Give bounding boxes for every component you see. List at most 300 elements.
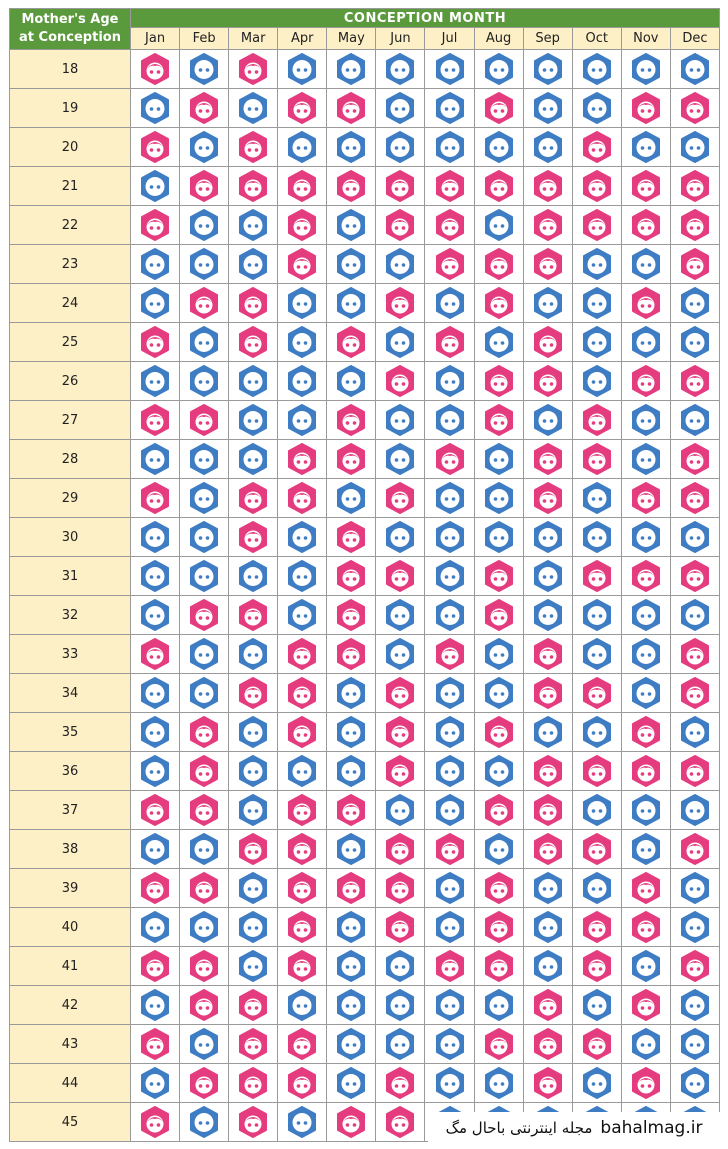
boy-face-icon xyxy=(434,287,466,319)
age-header-line2: at Conception xyxy=(19,30,121,45)
prediction-cell-aug xyxy=(474,1064,523,1103)
prediction-cell-mar xyxy=(229,1025,278,1064)
boy-face-icon xyxy=(532,716,564,748)
prediction-cell-jan xyxy=(131,89,180,128)
prediction-cell-dec xyxy=(670,479,719,518)
prediction-cell-feb xyxy=(180,1064,229,1103)
boy-face-icon xyxy=(237,716,269,748)
girl-face-icon xyxy=(335,1106,367,1138)
girl-face-icon xyxy=(483,560,515,592)
girl-face-icon xyxy=(335,326,367,358)
prediction-cell-nov xyxy=(621,89,670,128)
boy-face-icon xyxy=(335,482,367,514)
girl-face-icon xyxy=(483,872,515,904)
girl-face-icon xyxy=(434,950,466,982)
girl-face-icon xyxy=(581,404,613,436)
boy-face-icon xyxy=(139,1067,171,1099)
prediction-cell-sep xyxy=(523,167,572,206)
prediction-cell-mar xyxy=(229,557,278,596)
prediction-cell-may xyxy=(327,440,376,479)
prediction-cell-dec xyxy=(670,947,719,986)
prediction-cell-oct xyxy=(572,986,621,1025)
table-row xyxy=(10,401,720,440)
girl-face-icon xyxy=(237,1028,269,1060)
prediction-cell-jun xyxy=(376,479,425,518)
boy-face-icon xyxy=(581,1067,613,1099)
prediction-cell-mar xyxy=(229,830,278,869)
boy-face-icon xyxy=(630,521,662,553)
prediction-cell-feb xyxy=(180,674,229,713)
boy-face-icon xyxy=(679,326,711,358)
prediction-cell-may xyxy=(327,908,376,947)
prediction-cell-apr xyxy=(278,830,327,869)
girl-face-icon xyxy=(532,365,564,397)
boy-face-icon xyxy=(679,53,711,85)
prediction-cell-jun xyxy=(376,830,425,869)
girl-face-icon xyxy=(286,1028,318,1060)
prediction-cell-oct xyxy=(572,596,621,635)
boy-face-icon xyxy=(679,911,711,943)
girl-face-icon xyxy=(286,716,318,748)
prediction-cell-mar xyxy=(229,908,278,947)
boy-face-icon xyxy=(188,911,220,943)
girl-face-icon xyxy=(384,755,416,787)
prediction-cell-sep xyxy=(523,518,572,557)
prediction-cell-may xyxy=(327,947,376,986)
girl-face-icon xyxy=(286,794,318,826)
prediction-cell-mar xyxy=(229,284,278,323)
prediction-cell-jul xyxy=(425,518,474,557)
boy-face-icon xyxy=(286,287,318,319)
prediction-cell-jun xyxy=(376,1025,425,1064)
boy-face-icon xyxy=(679,716,711,748)
girl-face-icon xyxy=(286,248,318,280)
boy-face-icon xyxy=(237,794,269,826)
boy-face-icon xyxy=(581,92,613,124)
month-header-mar: Mar xyxy=(229,28,278,50)
boy-face-icon xyxy=(286,365,318,397)
girl-face-icon xyxy=(384,560,416,592)
age-header-line1: Mother's Age xyxy=(21,12,119,27)
girl-face-icon xyxy=(139,794,171,826)
prediction-cell-apr xyxy=(278,1025,327,1064)
prediction-cell-jul xyxy=(425,791,474,830)
prediction-cell-dec xyxy=(670,206,719,245)
prediction-cell-aug xyxy=(474,50,523,89)
prediction-cell-feb xyxy=(180,401,229,440)
prediction-cell-may xyxy=(327,752,376,791)
boy-face-icon xyxy=(532,911,564,943)
boy-face-icon xyxy=(483,1067,515,1099)
girl-face-icon xyxy=(679,950,711,982)
boy-face-icon xyxy=(630,833,662,865)
prediction-cell-jan xyxy=(131,1103,180,1142)
prediction-cell-mar xyxy=(229,1103,278,1142)
age-cell: 31 xyxy=(10,557,131,596)
boy-face-icon xyxy=(188,53,220,85)
girl-face-icon xyxy=(630,365,662,397)
boy-face-icon xyxy=(139,989,171,1021)
prediction-cell-jul xyxy=(425,206,474,245)
prediction-cell-dec xyxy=(670,128,719,167)
girl-face-icon xyxy=(532,443,564,475)
prediction-cell-sep xyxy=(523,908,572,947)
girl-face-icon xyxy=(483,248,515,280)
girl-face-icon xyxy=(630,92,662,124)
prediction-cell-apr xyxy=(278,128,327,167)
prediction-cell-aug xyxy=(474,557,523,596)
prediction-cell-oct xyxy=(572,50,621,89)
prediction-cell-nov xyxy=(621,947,670,986)
prediction-cell-apr xyxy=(278,284,327,323)
prediction-cell-nov xyxy=(621,128,670,167)
prediction-cell-feb xyxy=(180,1025,229,1064)
boy-face-icon xyxy=(139,911,171,943)
prediction-cell-aug xyxy=(474,830,523,869)
girl-face-icon xyxy=(237,521,269,553)
girl-face-icon xyxy=(384,365,416,397)
girl-face-icon xyxy=(139,53,171,85)
prediction-cell-apr xyxy=(278,674,327,713)
girl-face-icon xyxy=(139,404,171,436)
prediction-cell-apr xyxy=(278,440,327,479)
girl-face-icon xyxy=(335,170,367,202)
prediction-cell-sep xyxy=(523,245,572,284)
prediction-cell-apr xyxy=(278,713,327,752)
prediction-cell-jan xyxy=(131,713,180,752)
prediction-cell-feb xyxy=(180,440,229,479)
prediction-cell-apr xyxy=(278,50,327,89)
girl-face-icon xyxy=(335,638,367,670)
boy-face-icon xyxy=(237,92,269,124)
boy-face-icon xyxy=(335,950,367,982)
prediction-cell-mar xyxy=(229,167,278,206)
age-cell: 41 xyxy=(10,947,131,986)
boy-face-icon xyxy=(335,1028,367,1060)
prediction-cell-sep xyxy=(523,50,572,89)
prediction-cell-sep xyxy=(523,830,572,869)
prediction-cell-oct xyxy=(572,869,621,908)
girl-face-icon xyxy=(581,677,613,709)
prediction-cell-jan xyxy=(131,830,180,869)
boy-face-icon xyxy=(679,131,711,163)
age-cell: 29 xyxy=(10,479,131,518)
boy-face-icon xyxy=(581,716,613,748)
boy-face-icon xyxy=(335,53,367,85)
girl-face-icon xyxy=(237,1106,269,1138)
prediction-cell-jun xyxy=(376,323,425,362)
prediction-cell-jul xyxy=(425,284,474,323)
table-row xyxy=(10,635,720,674)
prediction-cell-apr xyxy=(278,479,327,518)
boy-face-icon xyxy=(630,443,662,475)
prediction-cell-jan xyxy=(131,401,180,440)
table-row xyxy=(10,89,720,128)
prediction-cell-feb xyxy=(180,908,229,947)
girl-face-icon xyxy=(532,677,564,709)
boy-face-icon xyxy=(286,326,318,358)
prediction-cell-aug xyxy=(474,206,523,245)
boy-face-icon xyxy=(286,131,318,163)
prediction-cell-dec xyxy=(670,713,719,752)
girl-face-icon xyxy=(139,872,171,904)
prediction-cell-dec xyxy=(670,440,719,479)
month-header-dec: Dec xyxy=(670,28,719,50)
girl-face-icon xyxy=(581,755,613,787)
girl-face-icon xyxy=(630,872,662,904)
girl-face-icon xyxy=(237,482,269,514)
prediction-cell-dec xyxy=(670,323,719,362)
prediction-cell-feb xyxy=(180,518,229,557)
prediction-cell-nov xyxy=(621,206,670,245)
prediction-cell-nov xyxy=(621,635,670,674)
age-cell: 44 xyxy=(10,1064,131,1103)
prediction-cell-jan xyxy=(131,596,180,635)
prediction-cell-aug xyxy=(474,401,523,440)
prediction-cell-jun xyxy=(376,1103,425,1142)
table-row xyxy=(10,908,720,947)
prediction-cell-may xyxy=(327,362,376,401)
boy-face-icon xyxy=(384,521,416,553)
prediction-cell-jan xyxy=(131,791,180,830)
prediction-cell-sep xyxy=(523,284,572,323)
prediction-cell-feb xyxy=(180,323,229,362)
girl-face-icon xyxy=(434,638,466,670)
boy-face-icon xyxy=(139,677,171,709)
boy-face-icon xyxy=(335,911,367,943)
boy-face-icon xyxy=(188,521,220,553)
boy-face-icon xyxy=(188,638,220,670)
prediction-cell-may xyxy=(327,674,376,713)
boy-face-icon xyxy=(188,677,220,709)
prediction-cell-may xyxy=(327,206,376,245)
girl-face-icon xyxy=(286,170,318,202)
prediction-cell-oct xyxy=(572,908,621,947)
prediction-cell-feb xyxy=(180,128,229,167)
prediction-cell-nov xyxy=(621,284,670,323)
girl-face-icon xyxy=(286,1067,318,1099)
girl-face-icon xyxy=(237,989,269,1021)
girl-face-icon xyxy=(483,911,515,943)
prediction-cell-apr xyxy=(278,401,327,440)
prediction-cell-jan xyxy=(131,1064,180,1103)
boy-face-icon xyxy=(532,131,564,163)
watermark-site: bahalmag.ir xyxy=(600,1117,703,1138)
prediction-cell-oct xyxy=(572,674,621,713)
prediction-cell-nov xyxy=(621,362,670,401)
prediction-cell-nov xyxy=(621,674,670,713)
prediction-cell-apr xyxy=(278,1064,327,1103)
prediction-cell-apr xyxy=(278,791,327,830)
girl-face-icon xyxy=(581,950,613,982)
watermark xyxy=(428,1112,720,1143)
table-row xyxy=(10,1025,720,1064)
prediction-cell-may xyxy=(327,245,376,284)
prediction-cell-may xyxy=(327,1103,376,1142)
girl-face-icon xyxy=(630,170,662,202)
prediction-cell-may xyxy=(327,596,376,635)
prediction-cell-dec xyxy=(670,362,719,401)
prediction-cell-jul xyxy=(425,50,474,89)
boy-face-icon xyxy=(237,443,269,475)
table-row xyxy=(10,947,720,986)
girl-face-icon xyxy=(384,287,416,319)
prediction-cell-mar xyxy=(229,674,278,713)
boy-face-icon xyxy=(335,755,367,787)
girl-face-icon xyxy=(532,482,564,514)
boy-face-icon xyxy=(483,131,515,163)
boy-face-icon xyxy=(679,794,711,826)
girl-face-icon xyxy=(237,170,269,202)
boy-face-icon xyxy=(237,404,269,436)
girl-face-icon xyxy=(335,872,367,904)
prediction-cell-sep xyxy=(523,1025,572,1064)
girl-face-icon xyxy=(188,716,220,748)
girl-face-icon xyxy=(630,1067,662,1099)
girl-face-icon xyxy=(630,482,662,514)
prediction-cell-aug xyxy=(474,908,523,947)
girl-face-icon xyxy=(286,911,318,943)
boy-face-icon xyxy=(581,638,613,670)
prediction-cell-oct xyxy=(572,245,621,284)
boy-face-icon xyxy=(581,326,613,358)
girl-face-icon xyxy=(188,950,220,982)
prediction-cell-jun xyxy=(376,947,425,986)
prediction-cell-feb xyxy=(180,947,229,986)
prediction-cell-jul xyxy=(425,908,474,947)
month-header-nov: Nov xyxy=(621,28,670,50)
prediction-cell-may xyxy=(327,50,376,89)
month-header-jan: Jan xyxy=(131,28,180,50)
prediction-cell-jan xyxy=(131,167,180,206)
month-header-may: May xyxy=(327,28,376,50)
prediction-cell-feb xyxy=(180,557,229,596)
girl-face-icon xyxy=(532,794,564,826)
boy-face-icon xyxy=(581,794,613,826)
prediction-cell-jun xyxy=(376,713,425,752)
age-cell: 18 xyxy=(10,50,131,89)
boy-face-icon xyxy=(679,1067,711,1099)
boy-face-icon xyxy=(679,872,711,904)
age-cell: 23 xyxy=(10,245,131,284)
girl-face-icon xyxy=(286,443,318,475)
prediction-cell-oct xyxy=(572,1025,621,1064)
table-row xyxy=(10,674,720,713)
boy-face-icon xyxy=(188,365,220,397)
girl-face-icon xyxy=(434,326,466,358)
prediction-cell-dec xyxy=(670,635,719,674)
prediction-cell-jun xyxy=(376,284,425,323)
prediction-cell-oct xyxy=(572,206,621,245)
boy-face-icon xyxy=(532,404,564,436)
boy-face-icon xyxy=(434,755,466,787)
prediction-cell-oct xyxy=(572,635,621,674)
prediction-cell-may xyxy=(327,1025,376,1064)
girl-face-icon xyxy=(630,716,662,748)
age-cell: 30 xyxy=(10,518,131,557)
girl-face-icon xyxy=(139,950,171,982)
watermark-persian-text: مجله اینترنتی باحال مگ xyxy=(445,1118,593,1137)
age-cell: 21 xyxy=(10,167,131,206)
boy-face-icon xyxy=(188,248,220,280)
boy-face-icon xyxy=(581,989,613,1021)
prediction-cell-jan xyxy=(131,440,180,479)
boy-face-icon xyxy=(630,599,662,631)
month-header-sep: Sep xyxy=(523,28,572,50)
prediction-cell-may xyxy=(327,869,376,908)
table-row xyxy=(10,50,720,89)
prediction-cell-jun xyxy=(376,89,425,128)
table-row xyxy=(10,752,720,791)
girl-face-icon xyxy=(237,833,269,865)
prediction-cell-jan xyxy=(131,947,180,986)
boy-face-icon xyxy=(335,131,367,163)
girl-face-icon xyxy=(679,365,711,397)
prediction-cell-mar xyxy=(229,323,278,362)
prediction-cell-apr xyxy=(278,947,327,986)
prediction-cell-oct xyxy=(572,401,621,440)
girl-face-icon xyxy=(384,482,416,514)
prediction-cell-dec xyxy=(670,869,719,908)
girl-face-icon xyxy=(188,755,220,787)
boy-face-icon xyxy=(384,638,416,670)
boy-face-icon xyxy=(286,1106,318,1138)
prediction-cell-aug xyxy=(474,869,523,908)
age-cell: 35 xyxy=(10,713,131,752)
prediction-cell-may xyxy=(327,167,376,206)
boy-face-icon xyxy=(532,599,564,631)
prediction-cell-sep xyxy=(523,323,572,362)
age-cell: 33 xyxy=(10,635,131,674)
boy-face-icon xyxy=(384,1028,416,1060)
prediction-cell-jun xyxy=(376,986,425,1025)
boy-face-icon xyxy=(139,755,171,787)
girl-face-icon xyxy=(679,638,711,670)
boy-face-icon xyxy=(434,677,466,709)
prediction-cell-jul xyxy=(425,479,474,518)
prediction-cell-may xyxy=(327,518,376,557)
prediction-cell-sep xyxy=(523,635,572,674)
prediction-cell-dec xyxy=(670,518,719,557)
prediction-cell-jul xyxy=(425,947,474,986)
age-cell: 34 xyxy=(10,674,131,713)
prediction-cell-feb xyxy=(180,284,229,323)
boy-face-icon xyxy=(237,911,269,943)
prediction-cell-jun xyxy=(376,791,425,830)
prediction-cell-mar xyxy=(229,752,278,791)
girl-face-icon xyxy=(139,482,171,514)
prediction-cell-sep xyxy=(523,1064,572,1103)
prediction-cell-sep xyxy=(523,89,572,128)
boy-face-icon xyxy=(384,326,416,358)
girl-face-icon xyxy=(335,560,367,592)
boy-face-icon xyxy=(434,1067,466,1099)
boy-face-icon xyxy=(384,950,416,982)
girl-face-icon xyxy=(188,794,220,826)
girl-face-icon xyxy=(286,638,318,670)
prediction-cell-jun xyxy=(376,596,425,635)
girl-face-icon xyxy=(581,1028,613,1060)
boy-face-icon xyxy=(630,53,662,85)
prediction-cell-aug xyxy=(474,167,523,206)
prediction-cell-jun xyxy=(376,128,425,167)
boy-face-icon xyxy=(237,755,269,787)
boy-face-icon xyxy=(139,287,171,319)
prediction-cell-may xyxy=(327,986,376,1025)
table-row xyxy=(10,284,720,323)
prediction-cell-jan xyxy=(131,206,180,245)
prediction-cell-dec xyxy=(670,791,719,830)
